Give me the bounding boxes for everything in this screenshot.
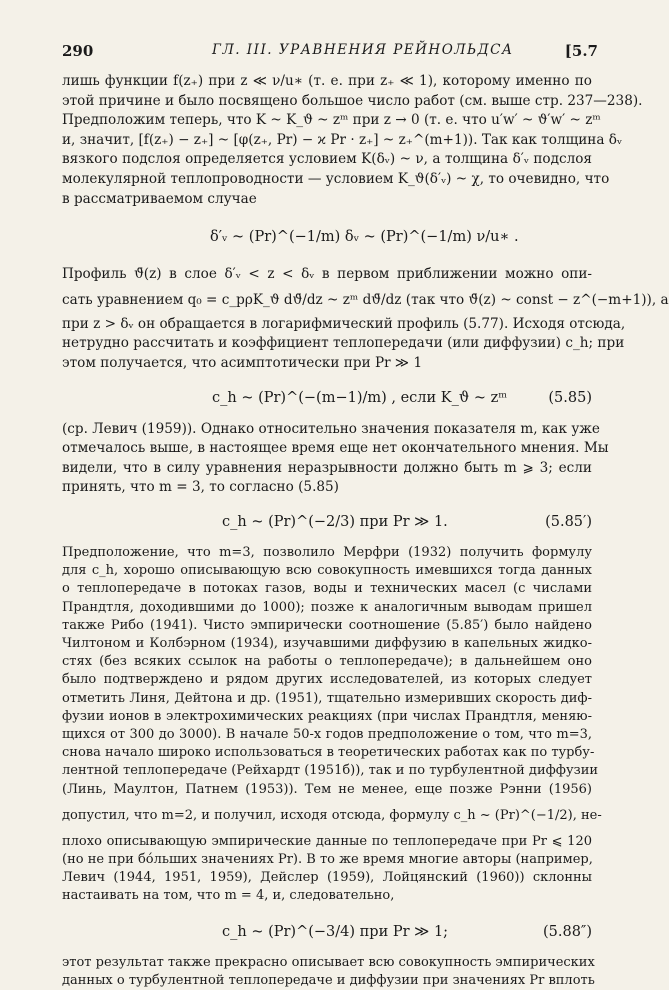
text-line: (но не при бо́льших значениях Pr). В то же время многие авторы (например, [62,851,593,867]
text-line: снова начало широко использоваться в теоретических работах как по турбу- [62,745,595,761]
text-line: лентной теплопередаче (Рейхардт (1951б)), так и по турбулентной диффузии [62,763,599,779]
text-line: (Линь, Маултон, Патнем (1953)). Тем не менее, еще позже Рэнни (1956) [62,781,592,797]
text-line: видели, что в силу уравнения неразрывности должно быть m ⩾ 3; если [62,459,592,476]
text-line: лишь функции f(z₊) при z ≪ ν/u∗ (т. е. при z₊ ≪ 1), которому именно по [62,73,592,89]
text-line: Предположение, что m=3, позволило Мерфри (1932) получить формулу [62,544,592,560]
text-line: принять, что m = 3, то согласно (5.85) [62,479,339,496]
equation-block [62,498,592,544]
text-line: было подтверждено и рядом других исследователей, из которых следует [62,672,592,688]
text-line: этой причине и было посвящено большое число работ (см. выше стр. 237—238). [62,92,643,109]
equation-number: (5.85′) [545,513,592,530]
text-line: Профиль ϑ̄(z) в слое δ′ᵥ < z < δᵥ в первом приближении можно опи- [62,266,592,283]
chapter-title: ГЛ. III. УРАВНЕНИЯ РЕЙНОЛЬДСА [212,42,514,58]
text-line: Левич (1944, 1951, 1959), Дейслер (1959), Лойцянский (1960)) склонны [62,870,592,886]
text-line: настаивать на том, что m = 4, и, следовательно, [62,888,395,904]
equation-formula: c_h ~ (Pr)^(−(m−1)/m) , если K_ϑ ~ zᵐ [212,389,508,406]
text-line: сать уравнением q₀ = c_pρK_ϑ dϑ̄/dz ~ zᵐ dϑ̄/dz (так что ϑ̄(z) ~ const − z^(−m+1)), а [62,291,669,308]
section-number: [5.7 [564,42,598,60]
text-line: стях (без всяких ссылок на работы о теплопередаче); в дальнейшем оно [62,654,592,670]
text-line: допустил, что m=2, и получил, исходя отсюда, формулу c_h ~ (Pr)^(−1/2), не- [62,807,602,823]
text-line: щихся от 300 до 3000). В начале 50-х годов предположение о том, что m=3, [62,726,592,742]
text-line: и, значит, [f(z₊) − z₊] ~ [φ(z₊, Pr) − ϰ Pr · z₊] ~ z₊^(m+1)). Так как толщина δᵥ [62,131,623,148]
page-body [62,72,669,990]
text-line: плохо описывающую эмпирические данные по теплопередаче при Pr ⩽ 120 [62,833,592,849]
text-line: о теплопередаче в потоках газов, воды и технических масел (с числами [62,581,592,597]
text-line: Предположим теперь, что K ~ K_ϑ ~ zᵐ при z → 0 (т. е. что u′w′ ~ ϑ′w′ ~ zᵐ [62,112,601,129]
text-line: этом получается, что асимптотически при Pr ≫ 1 [62,354,423,371]
text-line: молекулярной теплопроводности — условием K_ϑ(δ′ᵥ) ~ χ, то очевидно, что [62,170,610,187]
equation-formula: δ′ᵥ ~ (Pr)^(−1/m) δᵥ ~ (Pr)^(−1/m) ν/u∗ . [210,229,519,246]
running-header [62,42,598,64]
text-line: нетрудно рассчитать и коэффициент теплопередачи (или диффузии) c_h; при [62,335,625,352]
page-number: 290 [62,42,94,60]
text-line: при z > δᵥ он обращается в логарифмический профиль (5.77). Исходя отсюда, [62,315,626,332]
equation-block [62,906,592,954]
text-line: вязкого подслоя определяется условием K(δᵥ) ~ ν, а толщина δ′ᵥ подслоя [62,151,592,168]
equation-block [62,209,592,265]
text-line: в рассматриваемом случае [62,190,257,207]
text-line: Прандтля, доходившими до 1000); позже к аналогичным выводам пришел [62,599,592,615]
text-line: отмечалось выше, в настоящее время еще нет окончательного мнения. Мы [62,440,609,457]
equation-number: (5.85) [548,389,592,406]
text-line: также Рибо (1941). Чисто эмпирически соотношение (5.85′) было найдено [62,617,592,633]
equation-formula: c_h ~ (Pr)^(−3/4) при Pr ≫ 1; [222,923,449,940]
equation-formula: c_h ~ (Pr)^(−2/3) при Pr ≫ 1. [222,513,448,530]
equation-block [62,374,592,420]
text-line: (ср. Левич (1959)). Однако относительно значения показателя m, как уже [62,420,600,437]
text-line: фузии ионов в электрохимических реакциях (при числах Прандтля, меняю- [62,708,592,724]
text-line: отметить Линя, Дейтона и др. (1951), тщательно измеривших скорость диф- [62,690,592,706]
text-line: для c_h, хорошо описывающую всю совокупность имевшихся тогда данных [62,563,592,579]
text-line: Чилтоном и Колбэрном (1934), изучавшими диффузию в капельных жидко- [62,635,592,651]
text-line: этот результат также прекрасно описывает всю совокупность эмпирических [62,954,595,970]
equation-number: (5.88″) [542,923,592,940]
text-line: данных о турбулентной теплопередаче и диффузии при значениях Pr вплоть [62,972,595,988]
